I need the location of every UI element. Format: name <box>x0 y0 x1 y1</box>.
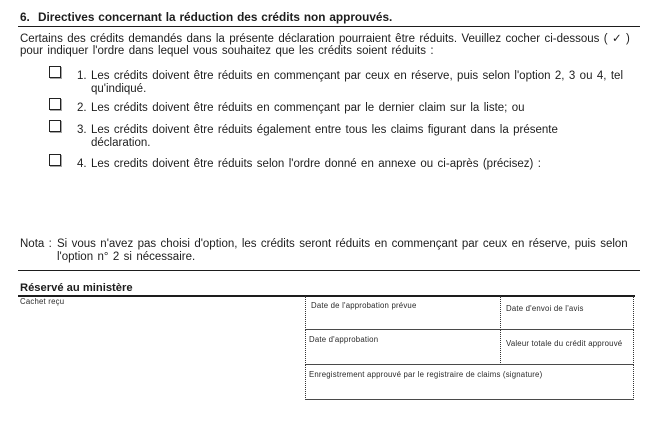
option-4-number: 4. <box>77 158 87 170</box>
option-1-checkbox[interactable] <box>49 66 61 78</box>
section-title: Directives concernant la réduction des crédits non approuvés. <box>38 10 393 24</box>
approval-date-label: Date d'approbation <box>309 335 379 344</box>
total-approved-credit-label: Valeur totale du crédit approuvé <box>506 339 623 348</box>
notice-sent-date-field[interactable] <box>500 296 634 330</box>
approval-date-field[interactable] <box>305 330 500 365</box>
section-title-rule <box>18 26 640 27</box>
option-4-checkbox[interactable] <box>49 154 61 166</box>
registrar-signature-field[interactable] <box>305 365 634 400</box>
ministry-top-rule <box>18 270 640 271</box>
option-2-text-line-1: Les crédits doivent être réduits en commençant par le dernier claim sur la liste; ou <box>91 102 525 114</box>
option-3-number: 3. <box>77 124 87 136</box>
notice-sent-date-label: Date d'envoi de l'avis <box>506 304 584 313</box>
option-2-number: 2. <box>77 102 87 114</box>
expected-approval-date-label: Date de l'approbation prévue <box>311 301 417 310</box>
option-3-text-line-1: Les crédits doivent être réduits également entre tous les claims figurant dans la présente <box>91 124 558 136</box>
option-2-checkbox[interactable] <box>49 98 61 110</box>
expected-approval-date-field[interactable] <box>305 296 500 330</box>
registrar-signature-label: Enregistrement approuvé par le registraire de claims (signature) <box>309 370 543 379</box>
option-1-number: 1. <box>77 70 87 82</box>
note-text-line-1: Si vous n'avez pas choisi d'option, les crédits seront réduits en commençant par ceux en réserve, puis selon <box>57 238 628 250</box>
total-approved-credit-field[interactable] <box>500 330 634 365</box>
option-1-text-line-1: Les crédits doivent être réduits en commençant par ceux en réserve, puis selon l'option 2, 3 ou 4, tel <box>91 70 623 82</box>
note-text-line-2: l'option n° 2 si nécessaire. <box>57 251 196 263</box>
section-number: 6. <box>20 10 30 24</box>
ministry-heading: Réservé au ministère <box>20 282 133 294</box>
option-1-text-line-2: qu'indiqué. <box>91 83 147 95</box>
instructions-line-1: Certains des crédits demandés dans la présente déclaration pourraient être réduits. Veuillez cocher ci-dessous ( ✓ ) <box>20 33 630 45</box>
option-3-text-line-2: déclaration. <box>91 137 151 149</box>
stamp-label: Cachet reçu <box>20 297 65 306</box>
note-label: Nota : <box>20 238 52 250</box>
option-3-checkbox[interactable] <box>49 120 61 132</box>
instructions-line-2: pour indiquer l'ordre dans lequel vous souhaitez que les crédits soient réduits : <box>20 45 434 57</box>
option-4-text-line-1: Les credits doivent être réduits selon l'ordre donné en annexe ou ci-après (précisez) : <box>91 158 541 170</box>
